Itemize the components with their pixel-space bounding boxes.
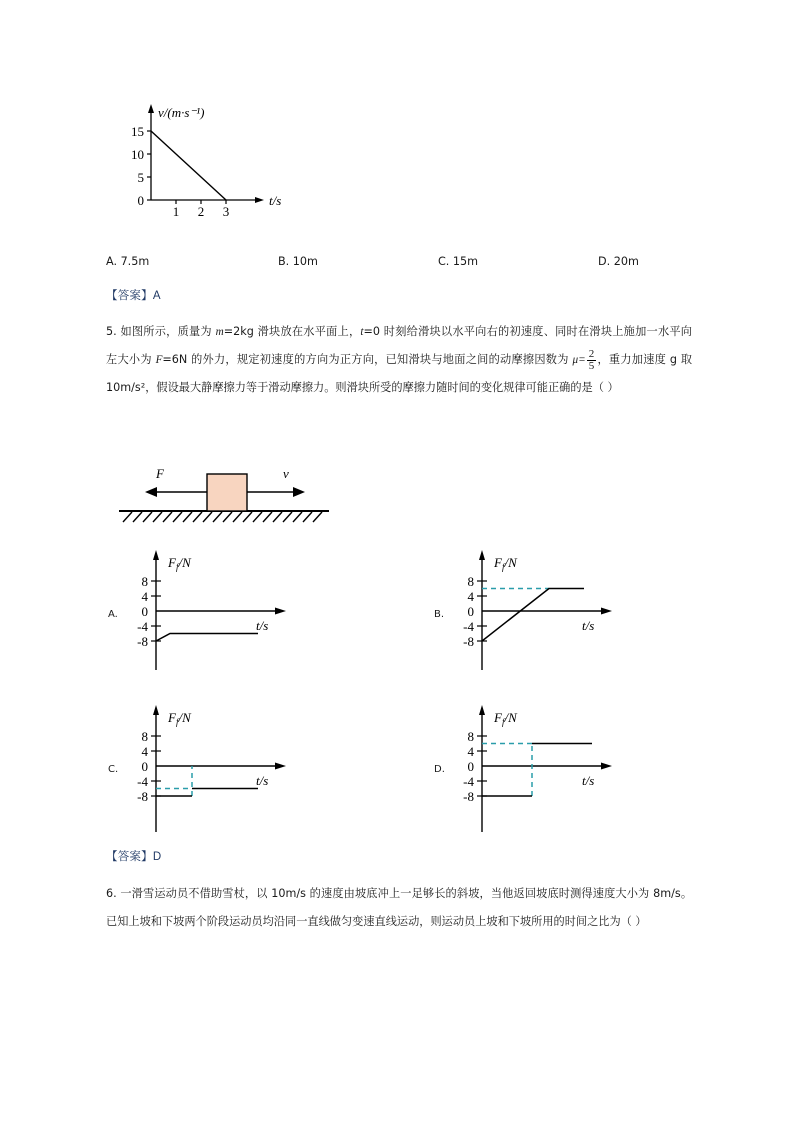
option-b-data-line	[482, 589, 584, 642]
option-d-ytick-4: 4	[467, 744, 474, 759]
option-b-chart[interactable]	[432, 545, 662, 677]
choices-row-q4	[106, 255, 692, 279]
option-a-letter: A.	[108, 609, 118, 620]
option-a-ytick-4: 4	[141, 589, 148, 604]
q5-eq-sign: =	[578, 354, 586, 366]
vt-ytick-10: 10	[131, 147, 144, 162]
option-d-letter: D.	[434, 764, 445, 775]
option-d-ytick-m4: -4	[463, 774, 474, 789]
option-b-ytick-0: 0	[467, 604, 474, 619]
answer-line-q4	[106, 287, 692, 303]
option-b-ytick-m8: -8	[463, 634, 474, 649]
option-c-chart[interactable]	[106, 700, 336, 840]
option-a-chart[interactable]	[106, 545, 336, 677]
choice-b-q4[interactable]: B. 10m	[278, 255, 318, 268]
option-a-data-line	[156, 634, 258, 642]
question-6-text	[106, 880, 692, 936]
choice-c-q4[interactable]: C. 15m	[438, 255, 479, 268]
vt-ytick-15: 15	[131, 124, 144, 139]
choice-a-q4[interactable]: A. 7.5m	[106, 255, 150, 268]
fraction-numerator: 2	[588, 347, 595, 360]
velocity-time-chart	[106, 88, 306, 218]
option-b-letter: B.	[434, 609, 445, 620]
option-d-ytick-8: 8	[467, 729, 474, 744]
option-d-ytick-0: 0	[467, 759, 474, 774]
answer-line-q5	[106, 848, 692, 864]
q5-line1-part3: =0 时刻给滑块以水平向右的初速度、同时在滑	[363, 325, 601, 338]
option-c-ytick-m8: -8	[137, 789, 148, 804]
option-c-ytick-4: 4	[141, 744, 148, 759]
block-on-ground-diagram	[111, 456, 371, 534]
q6-line1: 6. 一滑雪运动员不借助雪杖，以 10m/s 的速度由坡底冲上一足够长的斜坡，当他返回坡底时测得	[106, 887, 593, 900]
q5-line2-part1: 块上施加一水平向左大小为	[106, 325, 692, 366]
vt-xlabel: t/s	[269, 193, 282, 208]
option-a-ytick-m8: -8	[137, 634, 148, 649]
q5-line1-part2: =2kg 滑块放在水平面上，	[223, 325, 361, 338]
choice-d-q4[interactable]: D. 20m	[598, 255, 639, 268]
option-b-ytick-8: 8	[467, 574, 474, 589]
option-d-chart[interactable]	[432, 700, 662, 840]
option-d-xlabel: t/s	[582, 773, 595, 788]
option-c-letter: C.	[108, 764, 119, 775]
q5-line2-part2: =6N 的外力，规定初速度的方向为正方向，已知滑块与地面之间的	[162, 353, 501, 366]
option-a-ylabel: $F_f/N$	[168, 555, 191, 572]
option-c-ytick-8: 8	[141, 729, 148, 744]
option-a-ytick-8: 8	[141, 574, 148, 589]
q5-line3-part2: ，重力加速度 g 取 10m/s²，假设最大静摩擦力等于滑动摩擦力。则滑块所受	[106, 353, 693, 394]
vt-xtick-3: 3	[222, 204, 230, 218]
q5-line4: 的摩擦力随时间的变化规律可能正确的是（ ）	[391, 381, 619, 394]
option-c-xlabel: t/s	[256, 773, 269, 788]
q6-line3: 坡和下坡所用的时间之比为（ ）	[486, 915, 647, 928]
fraction-mu	[587, 349, 597, 373]
option-b-xlabel: t/s	[582, 618, 595, 633]
force-label-F: F	[156, 466, 164, 481]
option-b-ylabel: $F_f/N$	[494, 555, 517, 572]
vt-xtick-1: 1	[172, 204, 180, 218]
vt-ytick-0: 0	[137, 193, 144, 208]
vt-ytick-5: 5	[137, 170, 144, 185]
slider-block	[207, 474, 247, 511]
answer-value-q4: A	[152, 290, 161, 302]
velocity-label-v: v	[283, 466, 289, 481]
q5-line1-part1: 5. 如图所示，质量为	[106, 325, 216, 338]
vt-ylabel: v/(m·s⁻¹)	[158, 105, 205, 120]
answer-label-q4: 【答案】	[106, 288, 153, 302]
velocity-arrow-head-right	[293, 487, 305, 497]
option-d-ylabel: $F_f/N$	[494, 710, 517, 727]
option-c-ytick-m4: -4	[137, 774, 148, 789]
option-b-ytick-m4: -4	[463, 619, 474, 634]
force-arrow-head-left	[145, 487, 157, 497]
fraction-denominator: 5	[588, 360, 595, 373]
option-d-ytick-m8: -8	[463, 789, 474, 804]
answer-label-q5: 【答案】	[106, 849, 153, 863]
option-c-ylabel: $F_f/N$	[168, 710, 191, 727]
question-5-text	[106, 318, 692, 402]
option-c-ytick-0: 0	[141, 759, 148, 774]
option-b-ytick-4: 4	[467, 589, 474, 604]
option-a-ytick-m4: -4	[137, 619, 148, 634]
q5-line3-part1: 动摩擦因数为	[500, 353, 573, 366]
q6-line2: 速度大小为 8m/s。已知上坡和下坡两个阶段运动员均沿同一直线做匀变速直线运动，则运动员上	[106, 887, 693, 928]
q5-var-m: m	[215, 326, 224, 338]
q5-var-F: F	[155, 354, 163, 366]
option-a-ytick-0: 0	[141, 604, 148, 619]
q5-var-mu: μ	[572, 354, 579, 366]
answer-value-q5: D	[152, 851, 162, 863]
option-a-xlabel: t/s	[256, 618, 269, 633]
q5-var-t: t	[360, 326, 364, 338]
vt-xtick-2: 2	[197, 204, 205, 218]
